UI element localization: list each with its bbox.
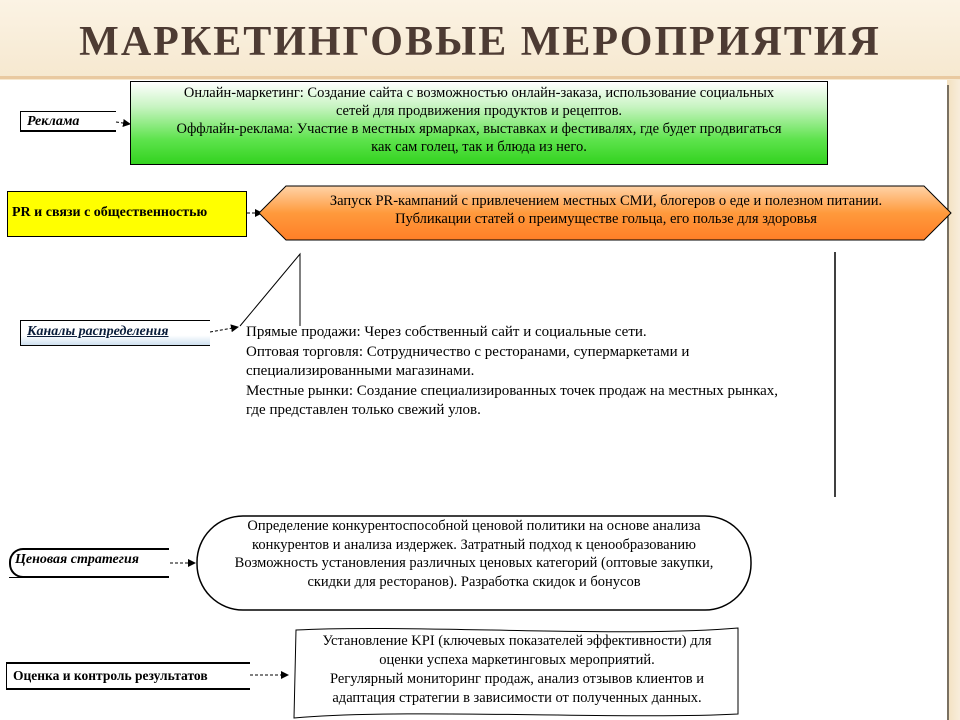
channels-line: Прямые продажи: Через собственный сайт и социальные сети. (246, 324, 647, 340)
channels-line: Оптовая торговля: Сотрудничество с ресторанами, супермаркетами и (246, 343, 690, 360)
ads-content (130, 81, 828, 165)
control-line: адаптация стратегии в зависимости от полученных данных. (332, 690, 702, 706)
control-line: Регулярный мониторинг продаж, анализ отзывов клиентов и (330, 671, 704, 687)
channels-triangle (240, 254, 300, 326)
price-line: Определение конкурентоспособной ценовой политики на основе анализа (247, 518, 701, 534)
channels-line: Местные рынки: Создание специализированных точек продаж на местных рынках, (246, 382, 779, 399)
slide-title: МАРКЕТИНГОВЫЕ МЕРОПРИЯТИЯ (79, 19, 881, 65)
ads-line: как сам голец, так и блюда из него. (371, 139, 587, 155)
ads-line: Оффлайн-реклама: Участие в местных ярмарках, выставках и фестивалях, где будет продвигаться (176, 121, 782, 137)
price-label-text: Ценовая стратегия (15, 552, 139, 567)
pr-line: Запуск PR-кампаний с привлечением местных СМИ, блогеров о еде и полезном питании. (329, 193, 883, 209)
price-line: скидки для ресторанов). Разработка скидок и бонусов (307, 573, 641, 590)
price-line: конкурентов и анализа издержек. Затратный подход к ценообразованию (252, 536, 696, 553)
channels-connector (210, 327, 238, 332)
ads-connector (116, 122, 130, 124)
pr-label: PR и связи с общественностью (7, 191, 247, 237)
control-content (296, 632, 738, 708)
channels-line: специализированными магазинами. (246, 363, 475, 379)
channels-content (246, 323, 836, 421)
control-line: оценки успеха маркетинговых мероприятий. (379, 652, 655, 668)
ads-label: Реклама (20, 111, 116, 132)
pr-line: Публикации статей о преимуществе гольца, его пользе для здоровья (395, 211, 817, 227)
ads-line: Онлайн-маркетинг: Создание сайта с возможностью онлайн-заказа, использование социальных (183, 85, 775, 101)
price-content (200, 517, 748, 591)
price-label-frame (9, 548, 169, 578)
price-line: Возможность установления различных ценовых категорий (оптовые закупки, (234, 555, 714, 571)
price-label (9, 548, 169, 578)
channels-line: где представлен только свежий улов. (246, 402, 481, 418)
control-line: Установление KPI (ключевых показателей эффективности) для (322, 633, 712, 649)
channels-label: Каналы распределения (20, 320, 210, 346)
ads-line: сетей для продвижения продуктов и рецептов. (335, 103, 623, 119)
pr-content (286, 190, 926, 238)
control-label: Оценка и контроль результатов (6, 662, 250, 690)
